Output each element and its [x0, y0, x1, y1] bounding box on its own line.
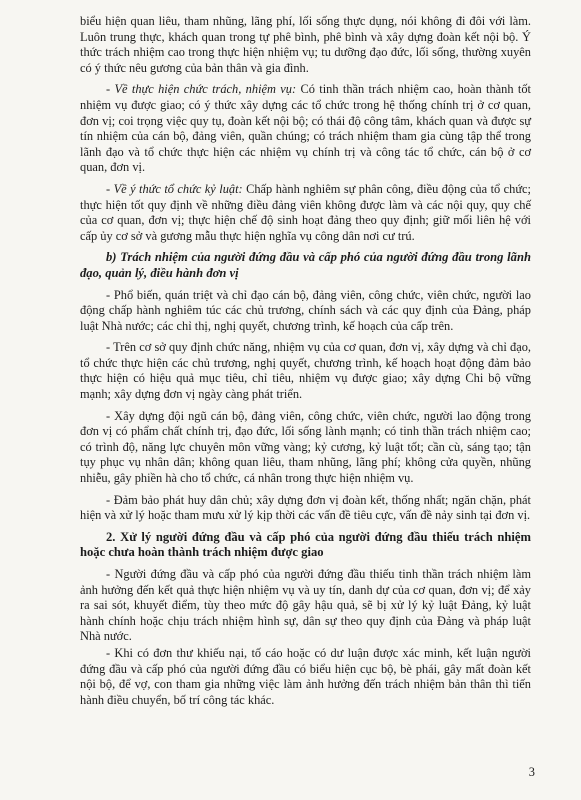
paragraph-sanctions: - Người đứng đầu và cấp phó của người đứng đầu thiếu tinh thần trách nhiệm làm ảnh hưởng đến kết quả thực hiện nhiệm vụ và uy tín, danh dự của cơ quan, đơn vị; để xảy ra sai sót, khuyết điểm, tùy theo mức độ gây hậu quả, sẽ bị xử lý kỷ luật Đảng, kỷ luật hành chính hoặc chịu trách nhiệm hình sự, dân sự theo quy định của Đảng và pháp luật Nhà nước.	[80, 567, 531, 644]
paragraph-complaints: - Khi có đơn thư khiếu nại, tố cáo hoặc có dư luận được xác minh, kết luận người đứng đầu và cấp phó của người đứng đầu có biểu hiện cục bộ, bè phái, gây mất đoàn kết nội bộ, để vợ, con tham gia những việc làm ảnh hưởng đến trách nhiệm bản thân thì tiến hành điều chuyển, bố trí công tác khác.	[80, 645, 531, 707]
page-number: 3	[528, 765, 535, 779]
duties-body: Có tinh thần trách nhiệm cao, hoàn thành tốt nhiệm vụ được giao; có ý thức xây dựng các tổ chức trong hệ thống chính trị ở cơ quan, đơn vị; coi trọng việc quy tụ, đoàn kết nội bộ; có thái độ công tâm, khách quan và được sự tín nhiệm của cán bộ, đảng viên, quần chúng; có trách nhiệm tham gia cùng tập thể trong lãnh đạo và tổ chức thực hiện các nhiệm vụ chính trị và công tác tổ chức, cán bộ ở cơ quan, đơn vị.	[80, 82, 531, 175]
duties-lead: - Về thực hiện chức trách, nhiệm vụ:	[106, 82, 297, 97]
discipline-lead: - Về ý thức tổ chức kỷ luật:	[106, 181, 243, 196]
paragraph-ethics-continued: biểu hiện quan liêu, tham nhũng, lãng phí, lối sống thực dụng, nói không đi đôi với làm. Luôn trung thực, khách quan trong tự phê bình, phê bình và xây dựng đoàn kết nội bộ. Ý thức trách nhiệm cao trong thực hiện nhiệm vụ; tu dưỡng đạo đức, lối sống, thường xuyên có ý thức nêu gương của bản thân và gia đình.	[80, 14, 531, 75]
heading-section-2: 2. Xử lý người đứng đầu và cấp phó của người đứng đầu thiếu trách nhiệm hoặc chưa hoàn thành trách nhiệm được giao	[80, 529, 531, 560]
paragraph-dissemination: - Phổ biến, quán triệt và chỉ đạo cán bộ, đảng viên, công chức, viên chức, người lao động chấp hành nghiêm túc các chủ trương, chính sách và các quy định của Đảng, pháp luật Nhà nước; các chỉ thị, nghị quyết, chương trình, kế hoạch của cấp trên.	[80, 287, 531, 333]
heading-section-b: b) Trách nhiệm của người đứng đầu và cấp phó của người đứng đầu trong lãnh đạo, quản lý, điều hành đơn vị	[80, 250, 531, 280]
paragraph-staff-building: - Xây dựng đội ngũ cán bộ, đảng viên, công chức, viên chức, người lao động trong đơn vị có phẩm chất chính trị, đạo đức, lối sống lành mạnh; có tinh thần trách nhiệm cao; có trình độ, năng lực chuyên môn vững vàng; kỷ cương, kỷ luật tốt; cần cù, sáng tạo; tận tụy phục vụ nhân dân; không quan liêu, tham nhũng, lãng phí; không cửa quyền, nhũng nhiễu, gây phiền hà cho tổ chức, cá nhân trong thực hiện nhiệm vụ.	[80, 408, 531, 486]
paragraph-duties	[80, 82, 531, 176]
paragraph-democracy: - Đảm bảo phát huy dân chủ; xây dựng đơn vị đoàn kết, thống nhất; ngăn chặn, phát hiện và xử lý hoặc tham mưu xử lý kịp thời các vấn đề tiêu cực, vấn đề nảy sinh tại đơn vị.	[80, 492, 531, 523]
paragraph-discipline	[80, 182, 531, 244]
paragraph-implementation: - Trên cơ sở quy định chức năng, nhiệm vụ của cơ quan, đơn vị, xây dựng và chỉ đạo, tổ chức thực hiện các chủ trương, nghị quyết, chương trình, kế hoạch hoạt động đảm bảo thực hiện có hiệu quả mục tiêu, chỉ tiêu, nhiệm vụ được giao; xây dựng Chi bộ vững mạnh; xây dựng đơn vị ngày càng phát triển.	[80, 340, 531, 402]
discipline-body: Chấp hành nghiêm sự phân công, điều động của tổ chức; thực hiện tốt quy định về những điều đảng viên không được làm và các nội quy, quy chế của cơ quan, đơn vị; thực hiện chế độ sinh hoạt đảng theo quy định; giữ mối liên hệ với cấp ủy cơ sở và gương mẫu thực hiện nghĩa vụ công dân nơi cư trú.	[80, 181, 531, 243]
